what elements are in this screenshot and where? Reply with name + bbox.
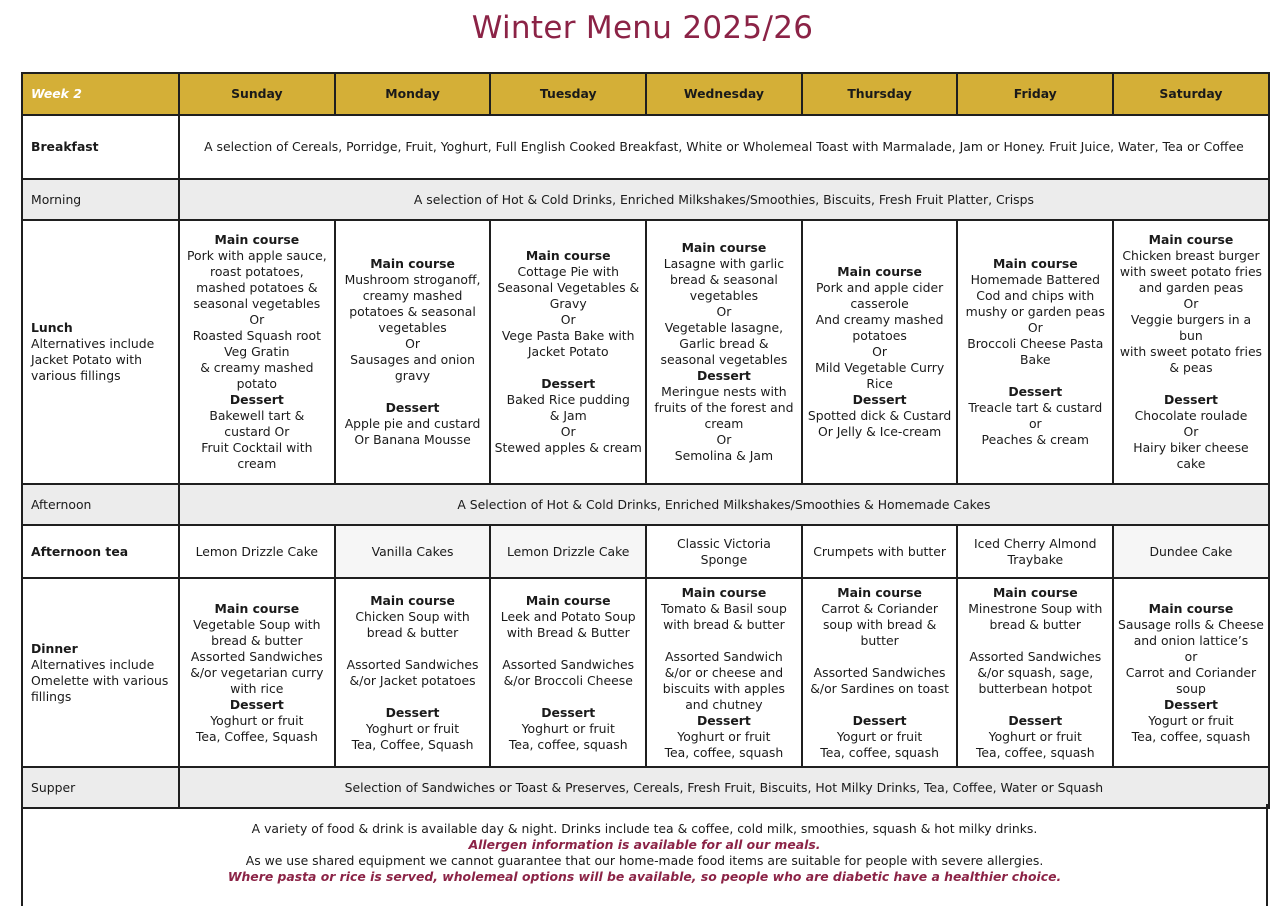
- dinner-note-line: fillings: [31, 688, 72, 704]
- dessert-line: Tea, Coffee, Squash: [195, 728, 318, 744]
- afternoon-tea-item: Vanilla Cakes: [371, 543, 454, 559]
- dessert-line: Treacle tart & custard: [968, 400, 1103, 415]
- afternoon-text: A Selection of Hot & Cold Drinks, Enriched Milkshakes/Smoothies & Homemade Cakes: [179, 484, 1269, 525]
- breakfast-label: Breakfast: [22, 115, 179, 179]
- dessert-line: Tea, coffee, squash: [508, 736, 628, 752]
- afternoon-tea-cell-saturday: [1113, 525, 1269, 578]
- dessert-heading: Dessert: [696, 368, 751, 383]
- lunch-label: Lunch: [31, 320, 73, 335]
- lunch-label-cell: [22, 220, 179, 484]
- dinner-label: Dinner: [31, 640, 78, 656]
- main-course-line: and onion lattice’s: [1133, 632, 1249, 648]
- afternoon-tea-item: Sponge: [700, 551, 748, 567]
- spacer: [494, 360, 642, 376]
- main-course-line: [961, 697, 1109, 713]
- main-course-line: Veggie burgers in a bun: [1130, 312, 1252, 343]
- dinner-cell-tuesday: [490, 578, 646, 767]
- dinner-cell-saturday: [1113, 578, 1269, 767]
- main-course-line: Pork and apple cider: [815, 280, 944, 295]
- main-course-line: with sweet potato fries: [1119, 264, 1263, 279]
- afternoon-tea-item: Traybake: [1007, 551, 1064, 567]
- main-course-heading: Main course: [681, 584, 767, 600]
- dessert-heading: Dessert: [541, 704, 596, 720]
- dessert-heading: Dessert: [1008, 384, 1063, 399]
- supper-text: Selection of Sandwiches or Toast & Preserves, Cereals, Fresh Fruit, Biscuits, Hot Milky Drinks, Tea, Coffee, Water or Squash: [179, 767, 1269, 808]
- dessert-line: Stewed apples & cream: [494, 440, 642, 455]
- dinner-cell-monday: [335, 578, 491, 767]
- main-course-line: Veg Gratin: [224, 344, 290, 359]
- main-course-line: Chicken breast burger: [1122, 248, 1260, 263]
- dessert-heading: Dessert: [229, 392, 284, 407]
- main-course-line: Leek and Potato Soup: [500, 608, 636, 624]
- main-course-heading: Main course: [370, 256, 455, 271]
- header-row: [22, 73, 1269, 115]
- main-course-line: [806, 649, 954, 665]
- main-course-heading: Main course: [525, 592, 611, 608]
- afternoon-tea-item: Classic Victoria: [676, 535, 771, 551]
- week-label: Week 2: [22, 73, 179, 115]
- morning-row: [22, 179, 1269, 220]
- day-header-saturday: Saturday: [1113, 73, 1269, 115]
- main-course-line: Seasonal Vegetables &: [497, 280, 640, 295]
- main-course-line: butter: [860, 632, 899, 648]
- dessert-line: Or Jelly & Ice-cream: [817, 424, 942, 439]
- main-course-line: Chicken Soup with: [355, 608, 470, 624]
- supper-label: Supper: [22, 767, 179, 808]
- dessert-line: Or: [1183, 424, 1199, 439]
- afternoon-label: Afternoon: [22, 484, 179, 525]
- main-course-heading: Main course: [837, 264, 922, 279]
- dessert-heading: Dessert: [541, 376, 596, 391]
- main-course-line: with bread & butter: [663, 616, 785, 632]
- dessert-line: Or: [560, 424, 576, 439]
- dinner-note-line: Alternatives include: [31, 656, 155, 672]
- dessert-line: Semolina & Jam: [674, 448, 774, 463]
- main-course-heading: Main course: [525, 248, 611, 263]
- dessert-line: Tea, coffee, squash: [975, 744, 1095, 760]
- afternoon-tea-row: [22, 525, 1269, 578]
- main-course-line: [650, 633, 798, 649]
- main-course-line: Cod and chips with: [976, 288, 1095, 303]
- main-course-line: Lasagne with garlic: [663, 256, 785, 271]
- lunch-note-line: Jacket Potato with: [31, 352, 142, 367]
- main-course-line: [494, 689, 642, 705]
- main-course-line: butterbean hotpot: [978, 680, 1093, 696]
- dessert-line: Hairy biker cheese: [1133, 440, 1249, 455]
- spacer: [1117, 376, 1265, 392]
- afternoon-tea-cell-tuesday: [490, 525, 646, 578]
- breakfast-row: [22, 115, 1269, 179]
- main-course-line: Assorted Sandwiches: [502, 656, 635, 672]
- dinner-cell-thursday: [802, 578, 958, 767]
- main-course-line: soup with bread &: [822, 616, 937, 632]
- dinner-cell-wednesday: [646, 578, 802, 767]
- dessert-line: Chocolate roulade: [1134, 408, 1248, 423]
- dessert-heading: Dessert: [1164, 392, 1218, 407]
- dessert-line: Baked Rice pudding: [506, 392, 630, 407]
- main-course-line: with sweet potato fries: [1119, 344, 1263, 359]
- supper-row: [22, 767, 1269, 808]
- lunch-cell-monday: [335, 220, 491, 484]
- main-course-line: bread & butter: [366, 624, 459, 640]
- dessert-line: Fruit Cocktail with: [201, 440, 313, 455]
- dessert-heading: Dessert: [852, 392, 907, 407]
- dessert-line: Yoghurt or fruit: [677, 728, 771, 744]
- afternoon-tea-label: Afternoon tea: [22, 525, 179, 578]
- afternoon-tea-cell-friday: [957, 525, 1113, 578]
- dessert-line: fruits of the forest and: [654, 400, 794, 415]
- dessert-line: Meringue nests with: [661, 384, 787, 399]
- day-header-monday: Monday: [335, 73, 491, 115]
- main-course-line: gravy: [394, 368, 431, 383]
- main-course-line: mushy or garden peas: [965, 304, 1105, 319]
- main-course-line: Assorted Sandwiches: [813, 664, 946, 680]
- main-course-line: vegetables: [689, 288, 759, 303]
- dessert-line: cake: [1176, 456, 1206, 471]
- dessert-line: Or: [716, 432, 732, 447]
- main-course-line: Broccoli Cheese Pasta: [967, 336, 1104, 351]
- footer-line-availability: A variety of food & drink is available day & night. Drinks include tea & coffee, cold milk, smoothies, squash & hot milky drinks.: [251, 821, 1038, 836]
- main-course-line: Sausages and onion: [350, 352, 475, 367]
- main-course-line: &/or squash, sage,: [977, 664, 1094, 680]
- main-course-line: Cottage Pie with: [517, 264, 619, 279]
- main-course-line: Gravy: [549, 296, 587, 311]
- dessert-heading: Dessert: [1164, 696, 1218, 712]
- dessert-line: or: [1028, 416, 1042, 431]
- dessert-heading: Dessert: [385, 400, 440, 415]
- main-course-line: Minestrone Soup with: [968, 600, 1103, 616]
- lunch-row: [22, 220, 1269, 484]
- main-course-heading: Main course: [370, 592, 455, 608]
- main-course-line: seasonal vegetables: [193, 296, 321, 311]
- morning-text: A selection of Hot & Cold Drinks, Enriched Milkshakes/Smoothies, Biscuits, Fresh Fruit Platter, Crisps: [179, 179, 1269, 220]
- dessert-heading: Dessert: [385, 704, 440, 720]
- main-course-line: &/or Broccoli Cheese: [503, 672, 633, 688]
- dinner-row: [22, 578, 1269, 767]
- main-course-line: Or: [560, 312, 576, 327]
- main-course-line: Or: [1183, 296, 1199, 311]
- main-course-line: Jacket Potato: [527, 344, 609, 359]
- dessert-line: Yoghurt or fruit: [988, 728, 1082, 744]
- dessert-heading: Dessert: [1008, 712, 1063, 728]
- lunch-cell-tuesday: [490, 220, 646, 484]
- dessert-line: cream: [704, 416, 744, 431]
- afternoon-tea-item: Crumpets with butter: [813, 543, 946, 559]
- afternoon-tea-cell-wednesday: [646, 525, 802, 578]
- main-course-line: creamy mashed: [362, 288, 463, 303]
- afternoon-tea-item: Lemon Drizzle Cake: [195, 543, 319, 559]
- main-course-line: [339, 689, 487, 705]
- dessert-line: Yoghurt or fruit: [210, 712, 304, 728]
- main-course-line: and chutney: [685, 696, 763, 712]
- lunch-note-line: Alternatives include: [31, 336, 155, 351]
- main-course-line: Vegetable Soup with: [193, 616, 321, 632]
- main-course-line: Assorted Sandwich: [665, 648, 783, 664]
- lunch-cell-saturday: [1113, 220, 1269, 484]
- main-course-line: Bake: [1020, 352, 1051, 367]
- dessert-line: Yoghurt or fruit: [521, 720, 615, 736]
- dessert-line: Yogurt or fruit: [1148, 712, 1234, 728]
- main-course-line: Homemade Battered: [970, 272, 1100, 287]
- lunch-cell-wednesday: [646, 220, 802, 484]
- footer-line-wholemeal: Where pasta or rice is served, wholemeal options will be available, so people who are diabetic have a healthier choice.: [227, 869, 1062, 884]
- main-course-line: & peas: [1169, 360, 1213, 375]
- main-course-heading: Main course: [992, 584, 1078, 600]
- dessert-heading: Dessert: [229, 696, 284, 712]
- dessert-line: Apple pie and custard: [344, 416, 481, 431]
- main-course-line: Roasted Squash root: [192, 328, 321, 343]
- main-course-line: &/or vegetarian curry: [190, 664, 324, 680]
- main-course-line: Vege Pasta Bake with: [501, 328, 635, 343]
- afternoon-tea-cell-thursday: [802, 525, 958, 578]
- afternoon-tea-cell-monday: [335, 525, 491, 578]
- main-course-line: potatoes & seasonal: [349, 304, 476, 319]
- dessert-line: Yogurt or fruit: [836, 728, 923, 744]
- morning-label: Morning: [22, 179, 179, 220]
- main-course-line: vegetables: [378, 320, 447, 335]
- main-course-line: biscuits with apples: [662, 680, 785, 696]
- dessert-line: Bakewell tart &: [209, 408, 305, 423]
- main-course-line: and garden peas: [1138, 280, 1244, 295]
- footer-notes: [21, 804, 1268, 906]
- dessert-heading: Dessert: [852, 712, 907, 728]
- dessert-line: Tea, coffee, squash: [664, 744, 784, 760]
- dessert-line: Tea, coffee, squash: [820, 744, 939, 760]
- dessert-line: Tea, coffee, squash: [1131, 728, 1251, 744]
- main-course-line: &/or Jacket potatoes: [349, 672, 476, 688]
- main-course-line: And creamy mashed: [815, 312, 944, 327]
- main-course-line: with Bread & Butter: [506, 624, 630, 640]
- spacer: [961, 368, 1109, 384]
- lunch-cell-thursday: [802, 220, 958, 484]
- main-course-line: seasonal vegetables: [660, 352, 788, 367]
- dessert-line: Tea, Coffee, Squash: [351, 736, 474, 752]
- afternoon-row: [22, 484, 1269, 525]
- lunch-note-line: various fillings: [31, 368, 121, 383]
- dessert-line: & Jam: [549, 408, 587, 423]
- lunch-cell-friday: [957, 220, 1113, 484]
- menu-table: [21, 72, 1270, 809]
- main-course-line: Or: [249, 312, 265, 327]
- page-title: Winter Menu 2025/26: [471, 10, 814, 46]
- footer-line-allergen: Allergen information is available for all our meals.: [468, 837, 821, 852]
- dinner-note-line: Omelette with various: [31, 672, 169, 688]
- main-course-line: or: [1184, 648, 1198, 664]
- main-course-heading: Main course: [214, 232, 300, 247]
- main-course-line: Carrot & Coriander: [821, 600, 938, 616]
- main-course-line: Carrot and Coriander: [1125, 664, 1257, 680]
- dessert-line: Peaches & cream: [981, 432, 1089, 447]
- spacer: [339, 384, 487, 400]
- dessert-heading: Dessert: [696, 712, 751, 728]
- main-course-line: Pork with apple sauce,: [187, 248, 327, 263]
- main-course-line: casserole: [850, 296, 909, 311]
- dinner-cell-friday: [957, 578, 1113, 767]
- main-course-line: potatoes: [852, 328, 907, 343]
- lunch-cell-sunday: [179, 220, 335, 484]
- main-course-line: Tomato & Basil soup: [661, 600, 787, 616]
- breakfast-text: A selection of Cereals, Porridge, Fruit, Yoghurt, Full English Cooked Breakfast, White or Wholemeal Toast with Marmalade, Jam or Honey. Fruit Juice, Water, Tea or Coffee: [179, 115, 1269, 179]
- main-course-line: [494, 641, 642, 657]
- main-course-heading: Main course: [1148, 600, 1234, 616]
- main-course-heading: Main course: [214, 600, 300, 616]
- main-course-heading: Main course: [992, 256, 1078, 271]
- main-course-line: bread & butter: [989, 616, 1082, 632]
- dessert-line: Or Banana Mousse: [354, 432, 471, 447]
- dessert-line: Yoghurt or fruit: [365, 720, 460, 736]
- main-course-line: Vegetable lasagne,: [664, 320, 784, 335]
- day-header-tuesday: Tuesday: [490, 73, 646, 115]
- main-course-heading: Main course: [681, 240, 767, 255]
- main-course-line: Or: [716, 304, 732, 319]
- main-course-line: Garlic bread &: [679, 336, 769, 351]
- dessert-line: Spotted dick & Custard: [807, 408, 952, 423]
- dessert-line: cream: [237, 456, 277, 471]
- main-course-heading: Main course: [837, 584, 922, 600]
- day-header-wednesday: Wednesday: [646, 73, 802, 115]
- main-course-line: potato: [236, 376, 278, 391]
- main-course-line: [806, 697, 954, 713]
- main-course-line: with rice: [230, 680, 284, 696]
- main-course-line: roast potatoes,: [210, 264, 304, 279]
- main-course-line: Mushroom stroganoff,: [344, 272, 481, 287]
- main-course-line: [961, 633, 1109, 649]
- main-course-line: Rice: [866, 376, 893, 391]
- main-course-line: [339, 641, 487, 657]
- main-course-line: bread & seasonal: [669, 272, 778, 287]
- main-course-line: Assorted Sandwiches: [969, 648, 1102, 664]
- main-course-line: &/or or cheese and: [664, 664, 784, 680]
- afternoon-tea-item: Lemon Drizzle Cake: [506, 543, 630, 559]
- main-course-line: soup: [1176, 680, 1206, 696]
- day-header-thursday: Thursday: [802, 73, 958, 115]
- afternoon-tea-item: Iced Cherry Almond: [974, 535, 1097, 551]
- main-course-line: Mild Vegetable Curry: [815, 360, 945, 375]
- main-course-line: Or: [1027, 320, 1043, 335]
- afternoon-tea-item: Dundee Cake: [1149, 543, 1233, 559]
- main-course-line: &/or Sardines on toast: [810, 680, 949, 696]
- main-course-line: Or: [872, 344, 888, 359]
- main-course-line: Sausage rolls & Cheese: [1118, 616, 1264, 632]
- main-course-heading: Main course: [1148, 232, 1234, 247]
- dinner-cell-sunday: [179, 578, 335, 767]
- main-course-line: Assorted Sandwiches: [346, 656, 479, 672]
- day-header-sunday: Sunday: [179, 73, 335, 115]
- day-header-friday: Friday: [957, 73, 1113, 115]
- main-course-line: & creamy mashed: [200, 360, 314, 375]
- afternoon-tea-cell-sunday: [179, 525, 335, 578]
- main-course-line: bread & butter: [211, 632, 303, 648]
- dessert-line: custard Or: [224, 424, 290, 439]
- footer-line-equipment: As we use shared equipment we cannot guarantee that our home-made food items are suitable for people with severe allergies.: [245, 853, 1044, 868]
- main-course-line: Or: [405, 336, 420, 351]
- dinner-label-cell: [22, 578, 179, 767]
- main-course-line: Assorted Sandwiches: [190, 648, 323, 664]
- main-course-line: mashed potatoes &: [196, 280, 318, 295]
